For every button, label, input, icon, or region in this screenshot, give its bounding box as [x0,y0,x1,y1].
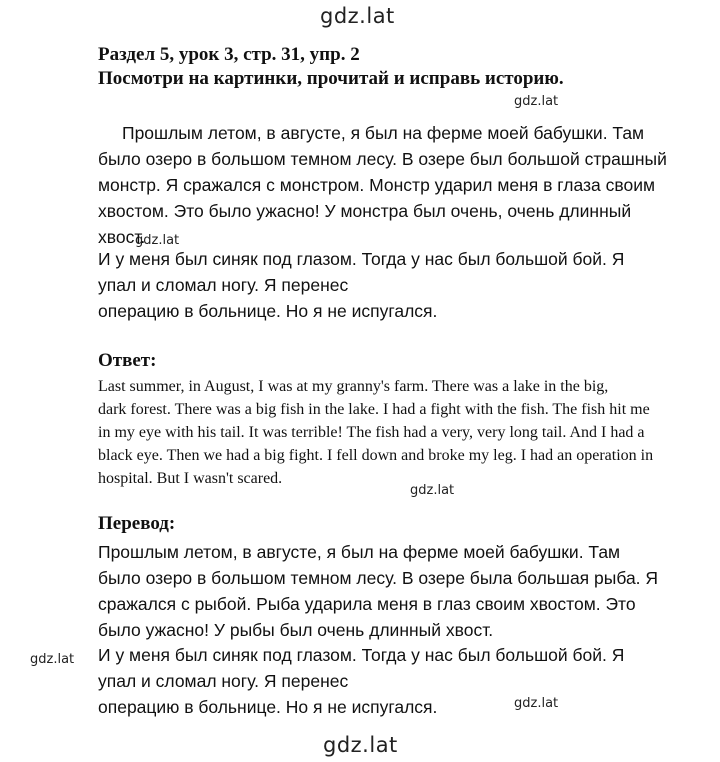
story-line: было озеро в большом темном лесу. В озере был большой страшный [98,149,667,169]
answer-line: black eye. Then we had a big fight. I fell down and broke my leg. I had an operation in [98,447,654,464]
watermark-top: gdz.lat [320,4,395,28]
translation-line: операцию в больнице. Но я не испугался. [98,697,438,717]
translation-line: И у меня был синяк под глазом. Тогда у нас был большой бой. Я [98,645,625,665]
story-line: И у меня был синяк под глазом. Тогда у нас был большой бой. Я [98,249,625,269]
translation-line: сражался с рыбой. Рыба ударила меня в глаз своим хвостом. Это [98,594,636,614]
answer-line: dark forest. There was a big fish in the lake. I had a fight with the fish. The fish hit me [98,401,650,418]
story-line: Прошлым летом, в августе, я был на ферме моей бабушки. Там [122,123,645,143]
exercise-reference: Раздел 5, урок 3, стр. 31, упр. 2 [98,44,360,65]
story-line: хвост. [98,227,146,247]
exercise-instruction: Посмотри на картинки, прочитай и исправь историю. [98,68,564,89]
story-line: операцию в больнице. Но я не испугался. [98,301,438,321]
translation-line: было ужасно! У рыбы был очень длинный хвост. [98,620,494,640]
answer-line: Last summer, in August, I was at my granny's farm. There was a lake in the big, [98,378,609,395]
watermark-left-margin: gdz.lat [30,652,75,667]
story-line: хвостом. Это было ужасно! У монстра был очень, очень длинный [98,201,632,221]
answer-line: in my eye with his tail. It was terrible! The fish had a very, very long tail. And I had a [98,424,645,441]
translation-line: было озеро в большом темном лесу. В озере была большая рыба. Я [98,568,659,588]
answer-heading: Ответ: [98,350,157,371]
story-line: упал и сломал ногу. Я перенес [98,275,349,295]
watermark-bottom: gdz.lat [323,733,398,757]
watermark-bottom-right: gdz.lat [514,696,559,711]
translation-heading: Перевод: [98,513,176,534]
translation-line: Прошлым летом, в августе, я был на ферме моей бабушки. Там [98,542,621,562]
story-line: монстр. Я сражался с монстром. Монстр ударил меня в глаза своим [98,175,656,195]
watermark-title-right: gdz.lat [514,94,559,109]
translation-line: упал и сломал ногу. Я перенес [98,671,349,691]
watermark-story: gdz.lat [135,233,180,248]
answer-line: hospital. But I wasn't scared. [98,470,283,487]
watermark-answer: gdz.lat [410,483,455,498]
